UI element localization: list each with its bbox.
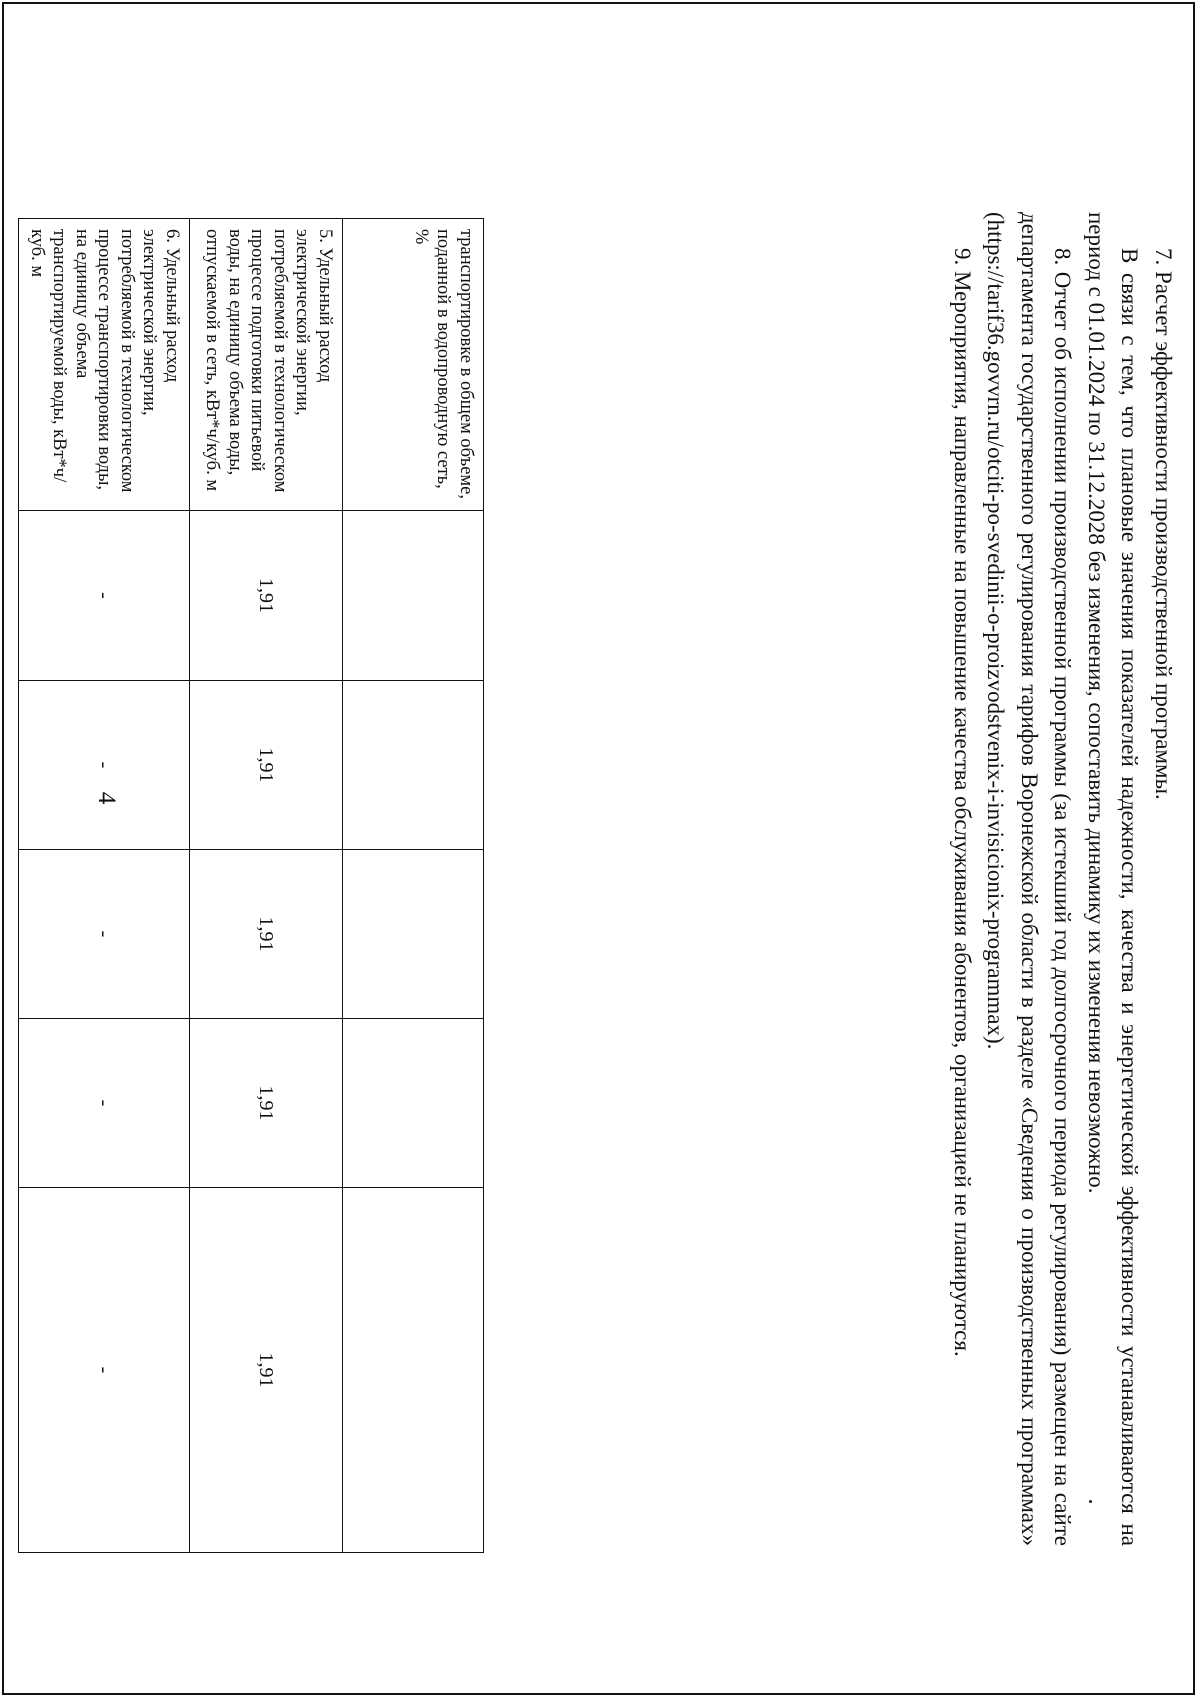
indicator-name: транспортировке в общем объеме, поданной в водопроводную сеть, % (343, 219, 484, 511)
section-9-paragraph: 9. Мероприятия, направленные на повышение качества обслуживания абонентов, организацией не планируются. (950, 248, 975, 1357)
indicator-value: - (19, 1188, 190, 1553)
table-row (343, 219, 484, 1553)
indicator-value: 1,91 (190, 850, 343, 1019)
section-8-paragraph: 8. Отчет об исполнении производственной программы (за истекший год долгосрочного периода регулирования) размещен на сайте департамента государственного регулирования тарифов Воронежской области в разделе «Сведения о производственных программах» (https://tarif36.govvrn.ru/otciti-po-svedinii-o-proizvodstvenix-i-invisicionix-programmax). (983, 212, 1076, 1546)
indicator-value: - (19, 511, 190, 681)
indicator-value: - (19, 1019, 190, 1188)
body-text (946, 212, 1181, 1546)
indicator-name: 6. Удельный расход электрической энергии, потребляемой в технологическом процессе транспортировки воды, на единицу объема транспортируемой воды, кВт*ч/куб. м (19, 219, 190, 511)
indicator-value (343, 850, 484, 1019)
table-row (190, 219, 343, 1553)
indicator-value (343, 1019, 484, 1188)
scan-speck (1089, 1500, 1092, 1503)
table-row (19, 219, 190, 1553)
indicator-value: 1,91 (190, 1188, 343, 1553)
indicator-value (343, 681, 484, 850)
indicator-value: 1,91 (190, 1019, 343, 1188)
indicators-table (18, 218, 484, 1553)
indicator-value: - (19, 850, 190, 1019)
section-7-heading: 7. Расчет эффективности производственной программы. (1151, 248, 1176, 800)
indicator-value (343, 1188, 484, 1553)
indicator-name: 5. Удельный расход электрической энергии, потребляемой в технологическом процессе подготовки питьевой воды, на единицу объема воды, отпускаемой в сеть, кВт*ч/куб. м (190, 219, 343, 511)
indicator-value: 1,91 (190, 681, 343, 850)
indicator-value: - (19, 681, 190, 850)
indicator-value (343, 511, 484, 681)
indicator-value: 1,91 (190, 511, 343, 681)
page-number: 4 (93, 791, 120, 805)
section-7-paragraph: В связи с тем, что плановые значения показателей надежности, качества и энергетической эффективности устанавливаются на период с 01.01.2024 по 31.12.2028 без изменения, сопоставить динамику их изменения невозможно. (1084, 212, 1143, 1546)
